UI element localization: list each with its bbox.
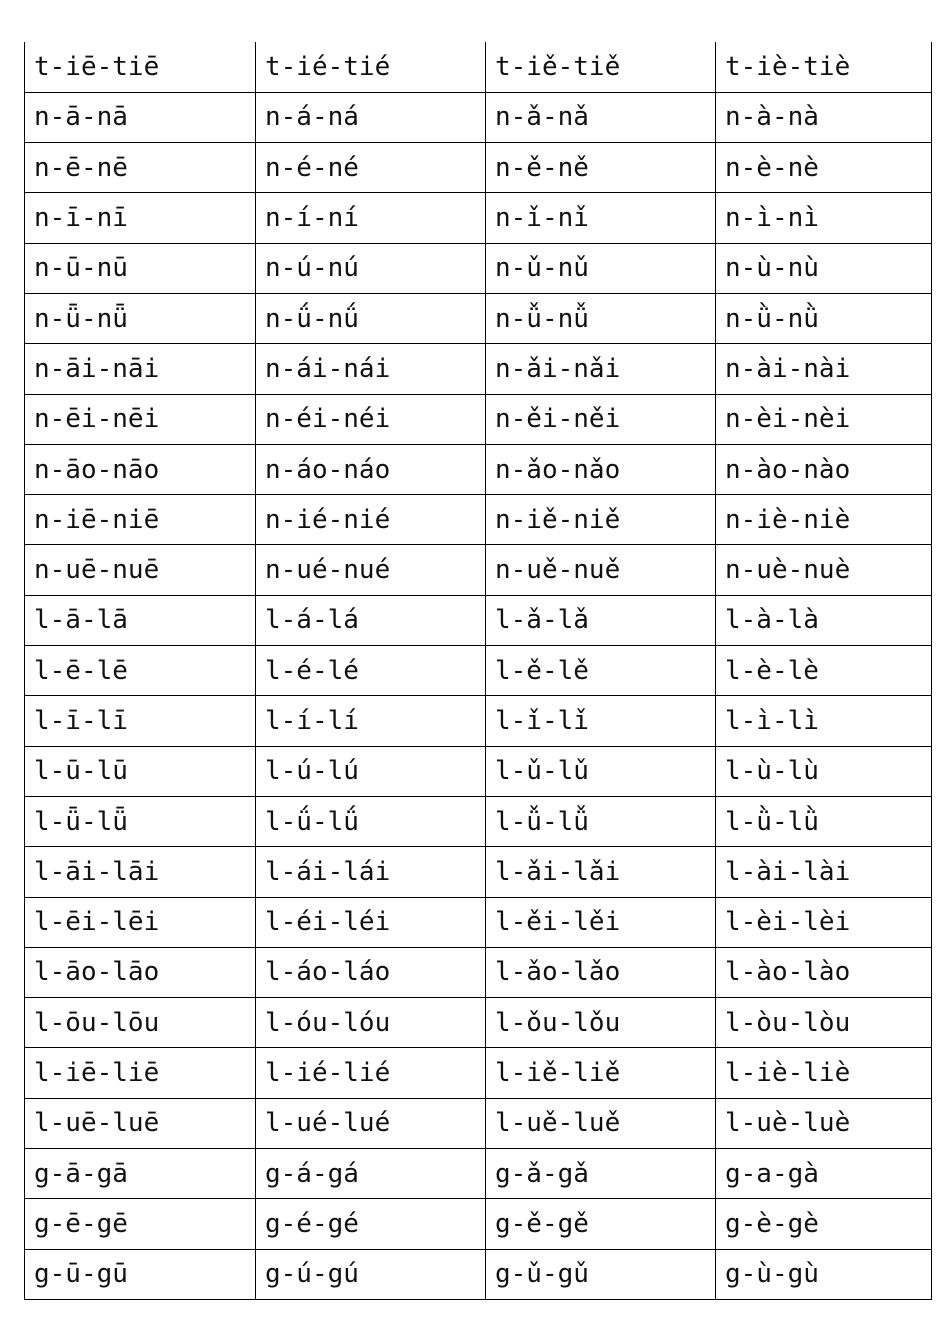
table-cell: l-ǎ-lǎ: [486, 595, 716, 645]
table-cell: l-uē-luē: [25, 1098, 256, 1148]
table-row: [25, 897, 932, 947]
table-row: [25, 847, 932, 897]
table-cell: n-ǘ-nǘ: [256, 293, 486, 343]
table-cell: n-ào-nào: [716, 444, 932, 494]
table-cell: g-ù-gù: [716, 1249, 932, 1299]
table-row: [25, 646, 932, 696]
table-cell: l-òu-lòu: [716, 998, 932, 1048]
table-row: [25, 92, 932, 142]
table-cell: l-ái-lái: [256, 847, 486, 897]
table-row: [25, 1199, 932, 1249]
table-cell: g-a-gà: [716, 1149, 932, 1199]
table-cell: l-iè-liè: [716, 1048, 932, 1098]
table-cell: n-ù-nù: [716, 243, 932, 293]
table-cell: n-ěi-něi: [486, 394, 716, 444]
table-cell: g-é-gé: [256, 1199, 486, 1249]
table-cell: l-ā-lā: [25, 595, 256, 645]
table-cell: l-ù-lù: [716, 746, 932, 796]
table-cell: l-ǘ-lǘ: [256, 796, 486, 846]
table-row: [25, 344, 932, 394]
table-cell: n-éi-néi: [256, 394, 486, 444]
table-cell: n-à-nà: [716, 92, 932, 142]
table-cell: t-iē-tiē: [25, 42, 256, 92]
table-row: [25, 394, 932, 444]
pinyin-table: [24, 42, 932, 1300]
table-row: [25, 746, 932, 796]
table-cell: l-uè-luè: [716, 1098, 932, 1148]
table-cell: n-è-nè: [716, 143, 932, 193]
table-cell: l-áo-láo: [256, 947, 486, 997]
table-cell: n-ā-nā: [25, 92, 256, 142]
table-cell: l-ué-lué: [256, 1098, 486, 1148]
table-cell: n-ài-nài: [716, 344, 932, 394]
table-cell: g-ú-gú: [256, 1249, 486, 1299]
table-cell: t-ié-tié: [256, 42, 486, 92]
pinyin-worksheet: [24, 42, 931, 1300]
table-cell: l-ē-lē: [25, 646, 256, 696]
table-cell: n-ǎi-nǎi: [486, 344, 716, 394]
table-row: [25, 947, 932, 997]
table-cell: l-ǜ-lǜ: [716, 796, 932, 846]
table-row: [25, 998, 932, 1048]
table-cell: l-ū-lū: [25, 746, 256, 796]
table-cell: n-iē-niē: [25, 495, 256, 545]
table-cell: l-éi-léi: [256, 897, 486, 947]
table-cell: n-é-né: [256, 143, 486, 193]
table-cell: l-ì-lì: [716, 696, 932, 746]
table-row: [25, 444, 932, 494]
table-cell: l-āo-lāo: [25, 947, 256, 997]
table-cell: t-iě-tiě: [486, 42, 716, 92]
table-cell: g-ē-gē: [25, 1199, 256, 1249]
table-row: [25, 796, 932, 846]
table-cell: n-āi-nāi: [25, 344, 256, 394]
table-cell: n-iě-niě: [486, 495, 716, 545]
table-cell: g-ā-gā: [25, 1149, 256, 1199]
table-cell: l-ī-lī: [25, 696, 256, 746]
table-cell: l-ǔ-lǔ: [486, 746, 716, 796]
table-cell: n-ǔ-nǔ: [486, 243, 716, 293]
table-cell: l-āi-lāi: [25, 847, 256, 897]
table-cell: n-ē-nē: [25, 143, 256, 193]
table-cell: n-ī-nī: [25, 193, 256, 243]
table-cell: l-ào-lào: [716, 947, 932, 997]
table-cell: n-ǖ-nǖ: [25, 293, 256, 343]
table-cell: n-áo-náo: [256, 444, 486, 494]
table-cell: l-iě-liě: [486, 1048, 716, 1098]
table-cell: l-é-lé: [256, 646, 486, 696]
table-cell: n-uē-nuē: [25, 545, 256, 595]
table-cell: l-è-lè: [716, 646, 932, 696]
table-cell: l-ǖ-lǖ: [25, 796, 256, 846]
table-cell: n-uè-nuè: [716, 545, 932, 595]
table-cell: n-èi-nèi: [716, 394, 932, 444]
table-cell: n-ái-nái: [256, 344, 486, 394]
table-cell: n-uě-nuě: [486, 545, 716, 595]
table-cell: n-ì-nì: [716, 193, 932, 243]
table-cell: l-uě-luě: [486, 1098, 716, 1148]
table-cell: n-ū-nū: [25, 243, 256, 293]
table-cell: n-ǎo-nǎo: [486, 444, 716, 494]
table-cell: l-ěi-lěi: [486, 897, 716, 947]
table-cell: n-ě-ně: [486, 143, 716, 193]
table-cell: n-ǐ-nǐ: [486, 193, 716, 243]
table-cell: l-ǐ-lǐ: [486, 696, 716, 746]
table-row: [25, 1048, 932, 1098]
table-cell: l-ě-lě: [486, 646, 716, 696]
table-row: [25, 1249, 932, 1299]
table-row: [25, 42, 932, 92]
table-cell: l-í-lí: [256, 696, 486, 746]
table-cell: g-ǎ-gǎ: [486, 1149, 716, 1199]
table-cell: n-ǎ-nǎ: [486, 92, 716, 142]
table-row: [25, 495, 932, 545]
table-row: [25, 595, 932, 645]
table-cell: g-ū-gū: [25, 1249, 256, 1299]
table-row: [25, 696, 932, 746]
table-cell: l-á-lá: [256, 595, 486, 645]
table-cell: t-iè-tiè: [716, 42, 932, 92]
table-cell: l-ié-lié: [256, 1048, 486, 1098]
table-cell: n-ǜ-nǜ: [716, 293, 932, 343]
table-cell: n-āo-nāo: [25, 444, 256, 494]
table-cell: l-ǒu-lǒu: [486, 998, 716, 1048]
table-cell: l-à-là: [716, 595, 932, 645]
table-row: [25, 193, 932, 243]
table-cell: n-ú-nú: [256, 243, 486, 293]
table-cell: n-ué-nué: [256, 545, 486, 595]
table-cell: l-ēi-lēi: [25, 897, 256, 947]
table-row: [25, 1149, 932, 1199]
table-cell: g-ǔ-gǔ: [486, 1249, 716, 1299]
pinyin-table-body: [25, 42, 932, 1299]
table-cell: l-ǚ-lǚ: [486, 796, 716, 846]
table-row: [25, 293, 932, 343]
table-cell: n-ēi-nēi: [25, 394, 256, 444]
table-cell: n-á-ná: [256, 92, 486, 142]
table-cell: l-ài-lài: [716, 847, 932, 897]
table-cell: l-óu-lóu: [256, 998, 486, 1048]
table-row: [25, 545, 932, 595]
table-cell: l-èi-lèi: [716, 897, 932, 947]
table-cell: n-ǚ-nǚ: [486, 293, 716, 343]
table-cell: l-ú-lú: [256, 746, 486, 796]
table-cell: n-iè-niè: [716, 495, 932, 545]
table-cell: n-ié-nié: [256, 495, 486, 545]
table-cell: g-è-gè: [716, 1199, 932, 1249]
table-cell: g-á-gá: [256, 1149, 486, 1199]
table-row: [25, 1098, 932, 1148]
table-cell: l-iē-liē: [25, 1048, 256, 1098]
table-cell: l-ǎo-lǎo: [486, 947, 716, 997]
table-row: [25, 143, 932, 193]
table-cell: n-í-ní: [256, 193, 486, 243]
table-cell: l-ǎi-lǎi: [486, 847, 716, 897]
table-row: [25, 243, 932, 293]
table-cell: l-ōu-lōu: [25, 998, 256, 1048]
table-cell: g-ě-gě: [486, 1199, 716, 1249]
